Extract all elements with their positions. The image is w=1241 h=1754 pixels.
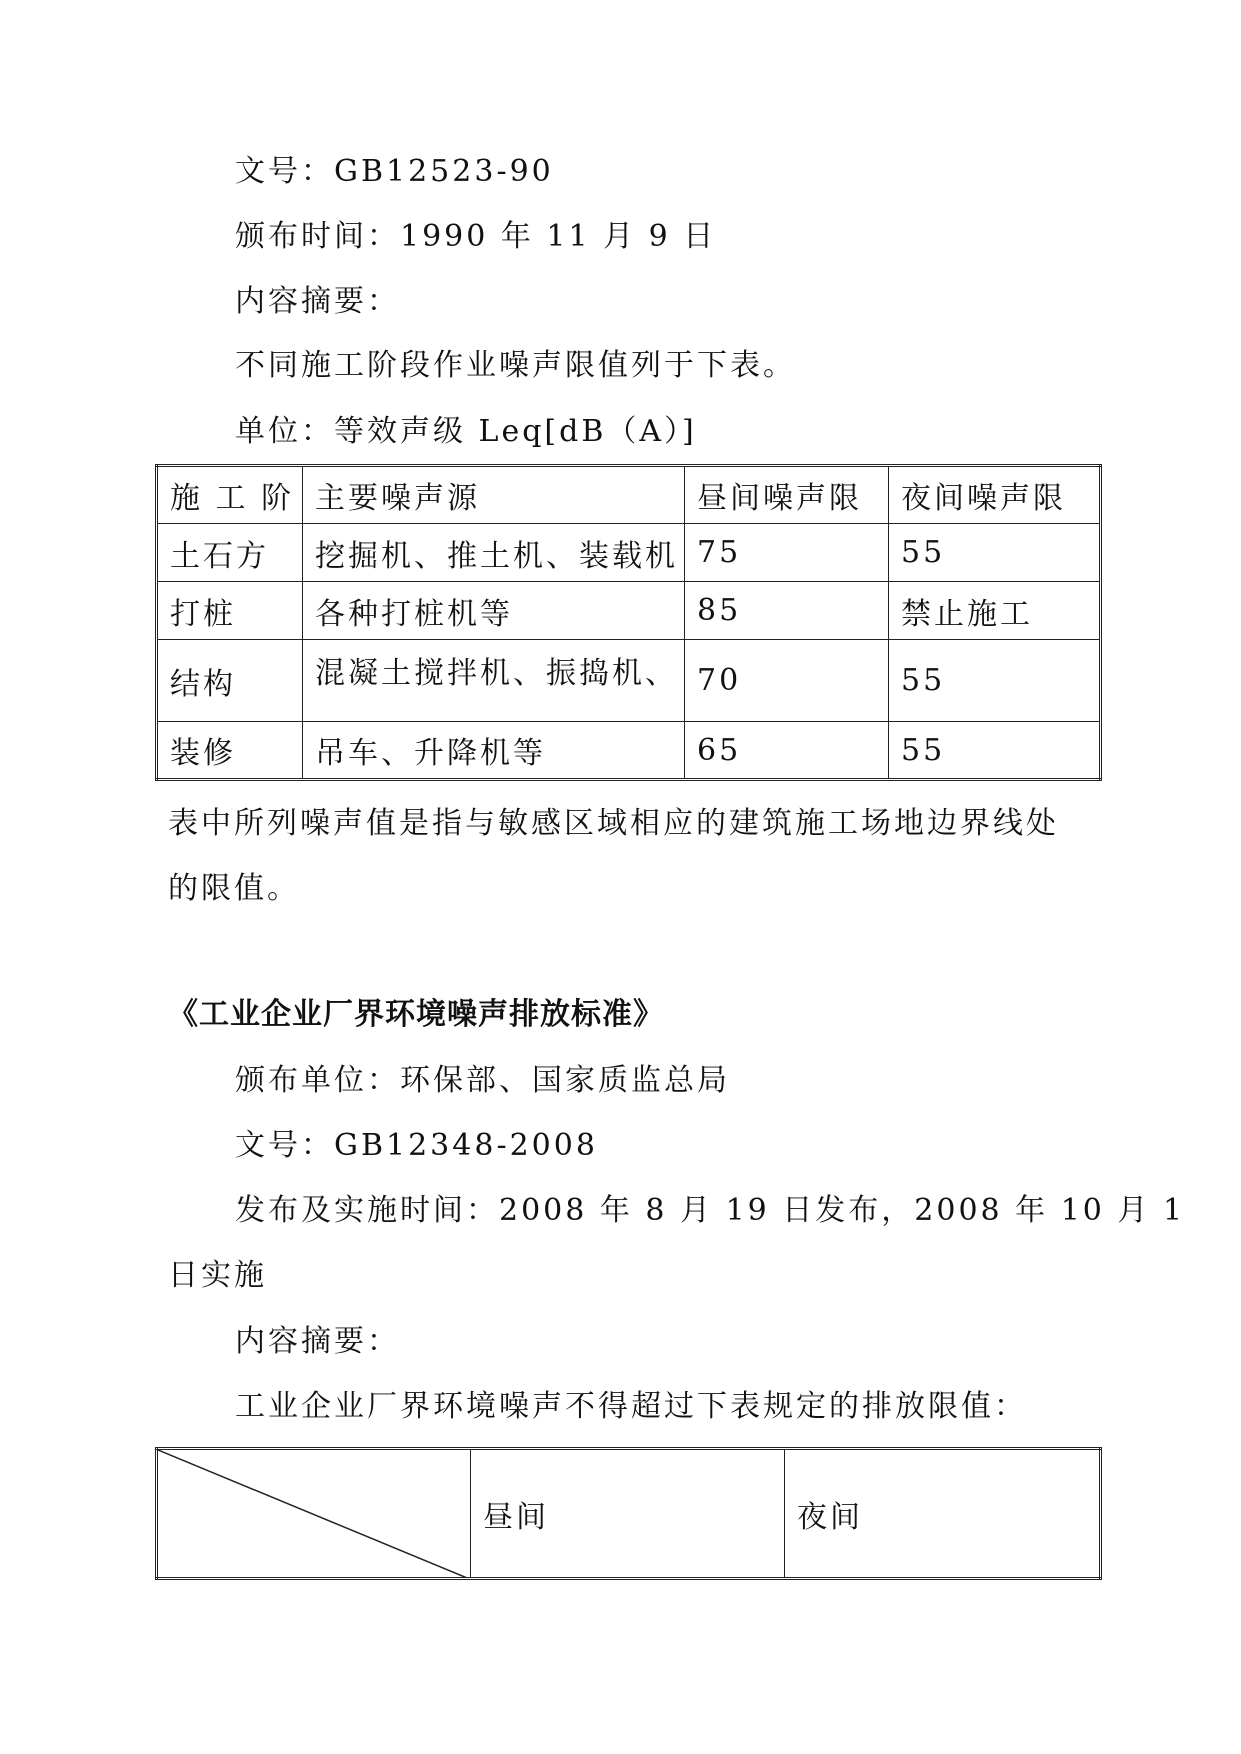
diagonal-line — [158, 1450, 471, 1579]
table-cell: 打桩 — [157, 582, 303, 640]
table-cell: 75 — [685, 524, 889, 582]
dates-line-2: 日实施 — [168, 1258, 267, 1293]
table-cell: 55 — [889, 722, 1101, 780]
table-row — [157, 582, 1101, 640]
note-line-2: 的限值。 — [168, 871, 300, 906]
table-cell: 55 — [889, 524, 1101, 582]
dates-line-1: 发布及实施时间：2008 年 8 月 19 日发布，2008 年 10 月 1 — [235, 1193, 1186, 1228]
table-cell: 各种打桩机等 — [303, 582, 685, 640]
issuer: 颁布单位：环保部、国家质监总局 — [235, 1063, 730, 1098]
intro-text: 不同施工阶段作业噪声限值列于下表。 — [235, 348, 796, 383]
note-line-1: 表中所列噪声值是指与敏感区域相应的建筑施工场地边界线处 — [168, 806, 1059, 841]
table-header-row — [157, 466, 1101, 524]
industrial-noise-table — [155, 1447, 1102, 1580]
summary-label: 内容摘要： — [235, 284, 400, 319]
header-cell: 主要噪声源 — [303, 466, 685, 524]
header-cell: 夜间噪声限 — [889, 466, 1101, 524]
table-cell: 挖掘机、推土机、装载机 — [303, 524, 685, 582]
table-cell: 55 — [889, 640, 1101, 722]
table-row — [157, 524, 1101, 582]
table-cell: 禁止施工 — [889, 582, 1101, 640]
issue-date: 颁布时间：1990 年 11 月 9 日 — [235, 219, 717, 254]
header-cell: 施 工 阶 — [157, 466, 303, 524]
table-cell: 混凝土搅拌机、振捣机、 — [303, 640, 685, 722]
table-cell: 70 — [685, 640, 889, 722]
table-row — [157, 722, 1101, 780]
summary-label-2: 内容摘要： — [235, 1324, 400, 1359]
doc-number: 文号：GB12523-90 — [235, 154, 554, 189]
table-cell: 土石方 — [157, 524, 303, 582]
doc-number-2: 文号：GB12348-2008 — [235, 1128, 598, 1163]
diagonal-header-cell — [157, 1449, 471, 1579]
table-cell: 65 — [685, 722, 889, 780]
intro-text-2: 工业企业厂界环境噪声不得超过下表规定的排放限值： — [235, 1389, 1027, 1424]
table-cell: 装修 — [157, 722, 303, 780]
table-cell: 吊车、升降机等 — [303, 722, 685, 780]
table-cell: 85 — [685, 582, 889, 640]
header-cell: 夜间 — [785, 1449, 1101, 1579]
construction-noise-table — [155, 464, 1102, 781]
unit-text: 单位：等效声级 Leq[dB（A）] — [235, 414, 697, 449]
header-cell: 昼间 — [471, 1449, 785, 1579]
table-header-row — [157, 1449, 1101, 1579]
table-row — [157, 640, 1101, 722]
table-cell: 结构 — [157, 640, 303, 722]
header-cell: 昼间噪声限 — [685, 466, 889, 524]
standard-title: 《工业企业厂界环境噪声排放标准》 — [168, 997, 664, 1032]
